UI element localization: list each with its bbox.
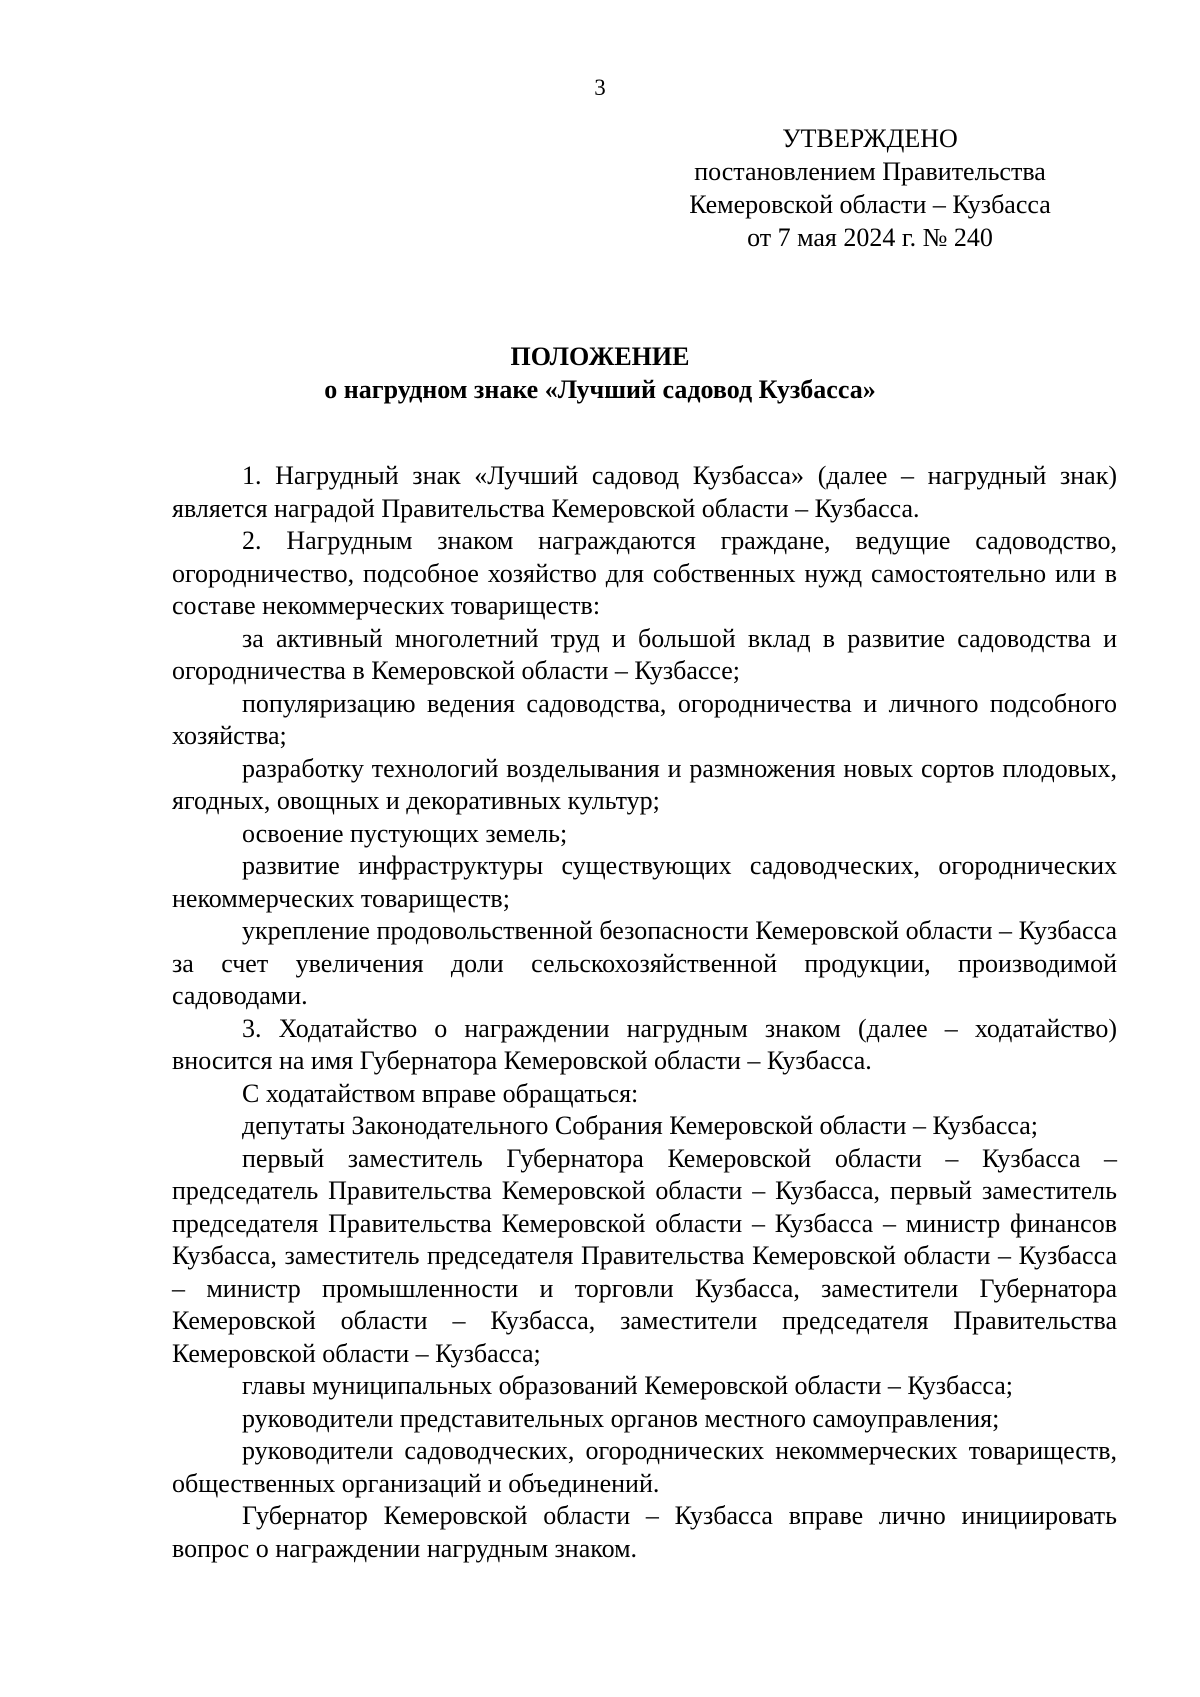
paragraph: за активный многолетний труд и большой вклад в развитие садоводства и огородничества в Кемеровской области – Кузбассе;: [172, 623, 1117, 685]
document-body: [172, 460, 1117, 1565]
paragraph: 3. Ходатайство о награждении нагрудным знаком (далее – ходатайство) вносится на имя Губернатора Кемеровской области – Кузбасса.: [172, 1013, 1117, 1075]
paragraph: С ходатайством вправе обращаться:: [242, 1078, 639, 1108]
paragraph: первый заместитель Губернатора Кемеровской области – Кузбасса – председатель Правительства Кемеровской области – Кузбасса, первый заместитель председателя Правительства Кемеровской области – Кузбасса – министр финансов Кузбасса, заместитель председателя Правительства Кемеровской области – Кузбасса – министр промышленности и торговли Кузбасса, заместители Губернатора Кемеровской области – Кузбасса, заместители председателя Правительства Кемеровской области – Кузбасса;: [172, 1143, 1117, 1368]
paragraph: депутаты Законодательного Собрания Кемеровской области – Кузбасса;: [242, 1111, 1039, 1140]
paragraph: популяризацию ведения садоводства, огородничества и личного подсобного хозяйства;: [172, 688, 1117, 750]
paragraph: главы муниципальных образований Кемеровской области – Кузбасса;: [242, 1371, 1013, 1400]
paragraph: освоение пустующих земель;: [242, 818, 568, 848]
paragraph: руководители представительных органов местного самоуправления;: [242, 1403, 1000, 1433]
paragraph: 2. Нагрудным знаком награждаются граждане, ведущие садоводство, огородничество, подсобное хозяйство для собственных нужд самостоятельно или в составе некоммерческих товариществ:: [172, 526, 1117, 620]
title-subheading: о нагрудном знаке «Лучший садовод Кузбасса»: [324, 375, 876, 404]
paragraph: руководители садоводческих, огороднических некоммерческих товариществ, общественных организаций и объединений.: [172, 1436, 1117, 1498]
title-heading: ПОЛОЖЕНИЕ: [510, 342, 690, 371]
paragraph: 1. Нагрудный знак «Лучший садовод Кузбасса» (далее – нагрудный знак) является наградой Правительства Кемеровской области – Кузбасса.: [172, 461, 1117, 523]
document-title: [0, 340, 1200, 406]
page-number: 3: [594, 75, 606, 100]
approval-heading: УТВЕРЖДЕНО: [782, 124, 958, 153]
approval-line: постановлением Правительства: [694, 157, 1046, 186]
paragraph: укрепление продовольственной безопасности Кемеровской области – Кузбасса за счет увеличения доли сельскохозяйственной продукции, производимой садоводами.: [172, 916, 1117, 1010]
approval-date: от 7 мая 2024 г. № 240: [747, 223, 993, 252]
paragraph: Губернатор Кемеровской области – Кузбасса вправе лично инициировать вопрос о награждении нагрудным знаком.: [172, 1501, 1117, 1563]
paragraph: развитие инфраструктуры существующих садоводческих, огороднических некоммерческих товариществ;: [172, 851, 1117, 913]
paragraph: разработку технологий возделывания и размножения новых сортов плодовых, ягодных, овощных и декоративных культур;: [172, 753, 1117, 815]
approval-stamp: [630, 122, 1110, 254]
approval-line: Кемеровской области – Кузбасса: [689, 190, 1051, 219]
